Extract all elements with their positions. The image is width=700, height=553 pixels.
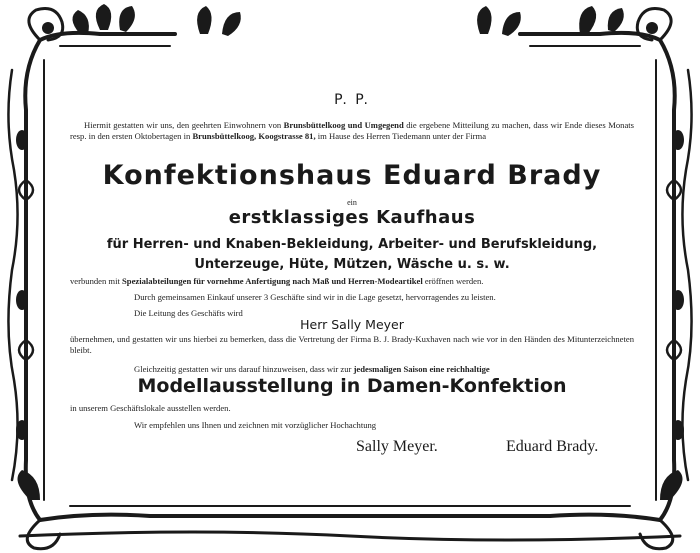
representation-paragraph: übernehmen, und gestatten wir uns hierbei zu bemerken, dass die Vertretung der Firma B. J. Brady-Kuxhaven nach wie vor in den Händen des Mitunterzeichneten bleibt. [70, 334, 634, 355]
closing-text: Wir empfehlen uns Ihnen und zeichnen mit vorzüglicher Hochachtung [134, 420, 377, 430]
p2-after: eröffnen werden. [422, 276, 484, 286]
intro-place: Brunsbüttelkoog und Umgegend [283, 120, 404, 130]
signature-eduard-brady: Eduard Brady. [506, 438, 599, 455]
p2-bold: Spezialabteilungen für vornehme Anfertigung nach Maß und Herren-Modeartikel [122, 276, 423, 286]
pp-heading: P. P. [334, 92, 370, 108]
intro-paragraph [70, 120, 634, 142]
kaufhaus-heading: erstklassiges Kaufhaus [228, 207, 476, 228]
management-intro-text: Die Leitung des Geschäfts wird [134, 308, 243, 318]
joint-purchase-text: Durch gemeinsamen Einkauf unserer 3 Geschäfte sind wir in die Lage gesetzt, hervorragendes zu leisten. [134, 292, 496, 302]
intro-text-before: Hiermit gestatten wir uns, den geehrten Einwohnern von [84, 120, 284, 130]
p6-before: Gleichzeitig gestatten wir uns darauf hinzuweisen, dass wir zur [134, 364, 354, 374]
p2-before: verbunden mit [70, 276, 123, 286]
special-departments-text [70, 276, 483, 287]
assortment-line-2: Unterzeuge, Hüte, Mützen, Wäsche u. s. w. [194, 257, 510, 272]
season-notice-text [134, 364, 490, 375]
model-exhibition-heading: Modellausstellung in Damen-Konfektion [137, 375, 567, 397]
intro-address: Brunsbüttelkoog, Koogstrasse 81, [192, 131, 316, 141]
signature-sally-meyer: Sally Meyer. [356, 438, 438, 455]
ein-text: ein [347, 198, 357, 207]
exhibition-location-text: in unserem Geschäftslokale ausstellen werden. [70, 403, 231, 413]
assortment-line-1: für Herren- und Knaben-Bekleidung, Arbeiter- und Berufskleidung, [106, 237, 598, 252]
p6-bold: jedesmaligen Saison eine reichhaltige [353, 364, 490, 374]
intro-text-mid: die ergebene Mitteilung zu machen, dass wir Ende dieses Monats resp. in den ersten Oktobertagen in [70, 120, 634, 141]
intro-text-after: im Hause des Herren Tiedemann unter der Firma [315, 131, 487, 141]
store-title: Konfektionshaus Eduard Brady [102, 160, 602, 191]
manager-name: Herr Sally Meyer [300, 317, 404, 332]
